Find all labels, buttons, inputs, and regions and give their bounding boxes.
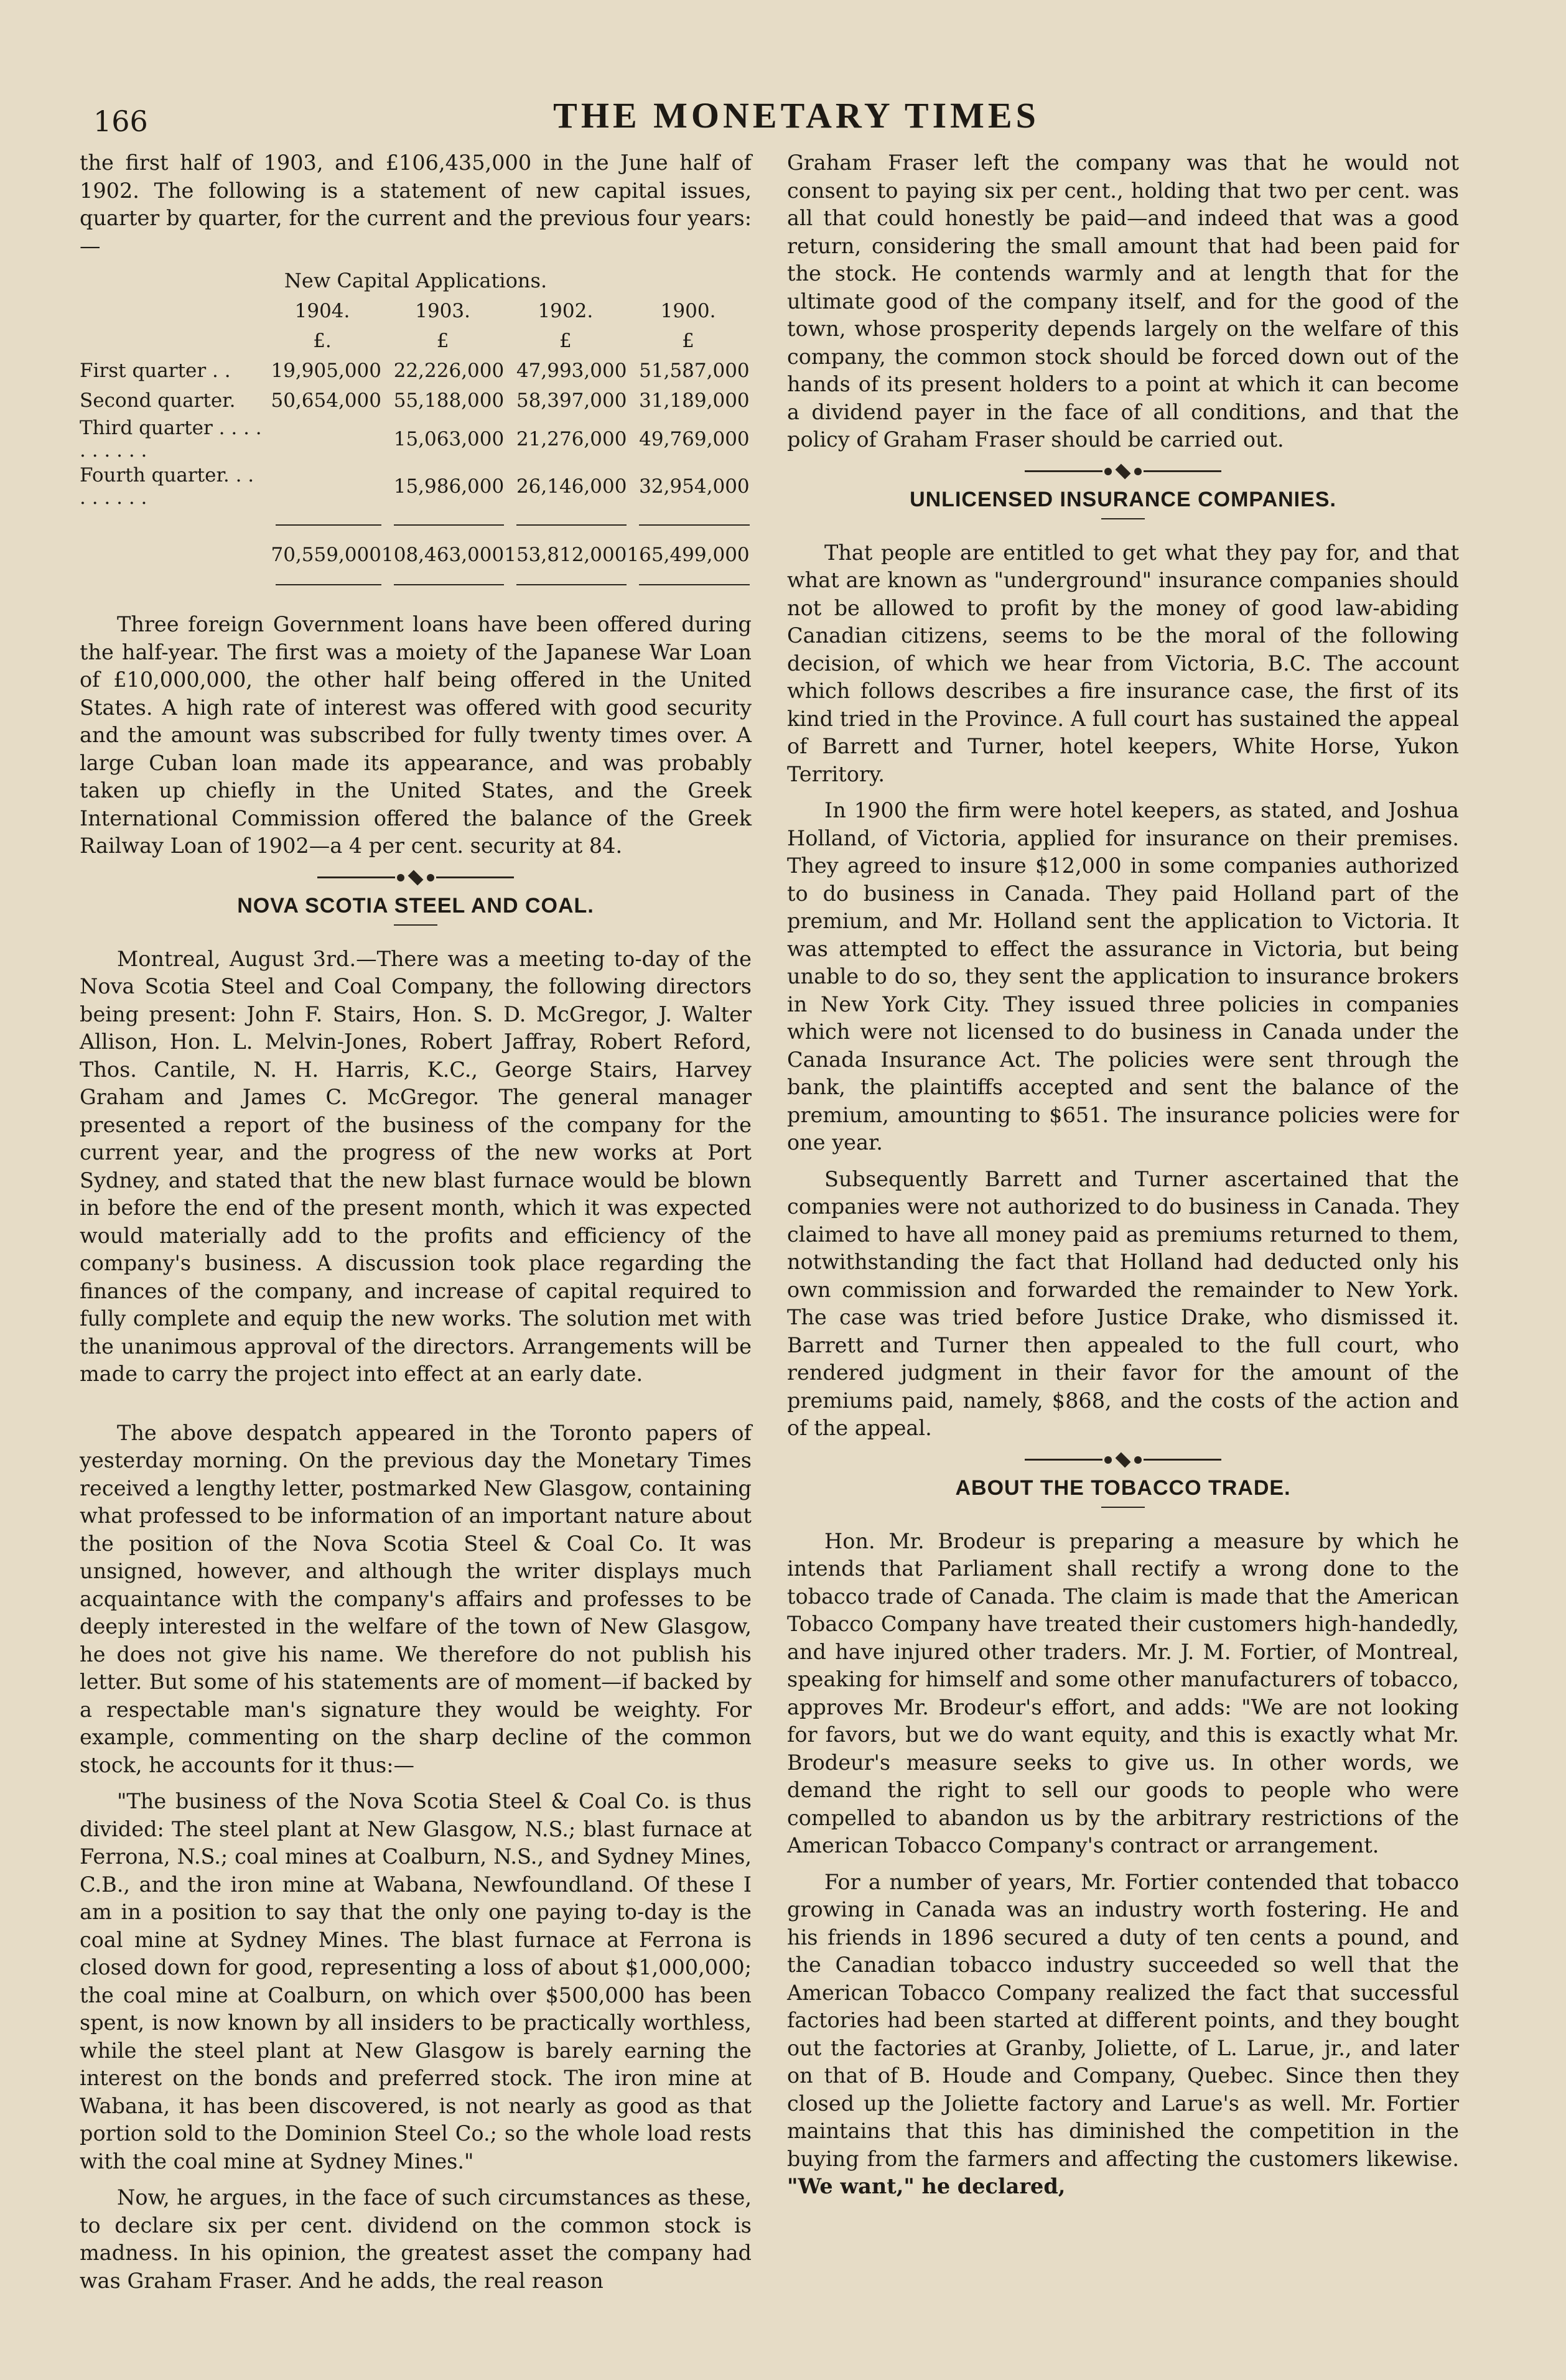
table-cell: 49,769,000 [639, 428, 750, 450]
page-number: 166 [93, 105, 148, 138]
table-row [80, 416, 750, 463]
intro-paragraph: the first half of 1903, and £106,435,000 in the June half of 1902. The following is a statement of new capital issues, quarter by quarter, for the current and the previous four years:— [80, 151, 752, 258]
short-rule [1101, 518, 1145, 519]
table-cell: 32,954,000 [639, 475, 750, 498]
insurance-heading: UNLICENSED INSURANCE COMPANIES. [910, 487, 1336, 511]
total-cell: 165,499,000 [627, 544, 750, 566]
insurance-paragraph-2: In 1900 the firm were hotel keepers, as stated, and Joshua Holland, of Victoria, applied for insurance on their premises. They agreed to insure $12,000 in some companies authorized to do business in Canada. They paid Holland part of the premium, and Mr. Holland sent the application to Victoria. It was attempted to effect the assurance in Victoria, but being unable to do so, they sent the application to insurance brokers in New York City. They issued three policies in companies which were not licensed to do business in Canada under the Canada Insurance Act. The policies were sent through the bank, the plaintiffs accepted and sent the balance of the premium, amounting to $651. The insurance policies were for one year. [787, 798, 1459, 1155]
tobacco-paragraph-2-body: For a number of years, Mr. Fortier contended that tobacco growing in Canada was an industry worth fostering. He and his friends in 1896 secured a duty of ten cents a pound, and the Canadian tobacco industry succeeded so well that the American Tobacco Company realized the fact that successful factories had been started at different points, and they bought out the factories at Granby, Joliette, of L. Larue, jr., and later on that of B. Houde and Company, Quebec. Since then they closed up the Joliette factory and Larue's as well. Mr. Fortier maintains that this has diminished the competition in the buying from the farmers and affecting the customers likewise. [787, 1869, 1459, 2171]
nova-paragraph-2: The above despatch appeared in the Toronto papers of yesterday morning. On the previous day the Monetary Times received a lengthy letter, postmarked New Glasgow, containing what professed to be information of an important nature about the position of the Nova Scotia Steel & Coal Co. It was unsigned, however, and although the writer displays much acquaintance with the company's affairs and professes to be deeply interested in the welfare of the town of New Glasgow, he does not give his name. We therefore do not publish his letter. But some of his statements are of moment—if backed by a respectable man's signature they would be weighty. For example, commenting on the sharp decline of the common stock, he accounts for it thus:— [80, 1420, 752, 1777]
table-cell: 21,276,000 [516, 428, 627, 450]
table-cell: 47,993,000 [516, 360, 627, 382]
currency-symbol: £ [682, 330, 694, 352]
tobacco-quote-start: "We want," he declared, [787, 2174, 1066, 2198]
capital-table-title: New Capital Applications. [284, 269, 548, 292]
table-cell: 31,189,000 [639, 389, 750, 412]
page-header [93, 93, 1499, 156]
table-row [80, 463, 750, 510]
table-cell: 55,188,000 [393, 389, 505, 412]
nova-scotia-heading: NOVA SCOTIA STEEL AND COAL. [237, 893, 594, 918]
table-cell: 50,654,000 [271, 389, 381, 412]
table-row [80, 356, 750, 386]
table-cell: 15,986,000 [393, 475, 505, 498]
table-rule [80, 570, 750, 600]
left-column [80, 149, 752, 2303]
row-label: Second quarter. [80, 389, 236, 412]
section-ornament [787, 1454, 1459, 1466]
row-label: Third quarter . . . . . . . . . . [80, 417, 262, 462]
table-cell: 26,146,000 [516, 475, 627, 498]
tobacco-paragraph-1: Hon. Mr. Brodeur is preparing a measure by which he intends that Parliament shall rectify a wrong done to the tobacco trade of Canada. The claim is made that the American Tobacco Company have treated their customers high-handedly, and have injured other traders. Mr. J. M. Fortier, of Montreal, speaking for himself and some other manufacturers of tobacco, approves Mr. Brodeur's effort, and adds: "We are not looking for favors, but we do want equity, and this is exactly what Mr. Brodeur's measure seeks to give us. In other words, we demand the right to sell our goods to people who were compelled to abandon us by the arbitrary restrictions of the American Tobacco Company's contract or arrangement. [787, 1528, 1459, 1857]
total-cell: 108,463,000 [381, 544, 505, 566]
currency-symbol: £ [559, 330, 572, 352]
right-column [787, 149, 1459, 2210]
tobacco-heading: ABOUT THE TOBACCO TRADE. [955, 1476, 1291, 1500]
currency-row [80, 326, 750, 356]
total-cell: 70,559,000 [271, 544, 381, 566]
continued-paragraph: Graham Fraser left the company was that he would not consent to paying six per cent., holding that two per cent. was all that could honestly be paid—and indeed that was a good return, considering the small amount that had been paid for the stock. He contends warmly and at length that for the ultimate good of the company itself, and for the good of the town, whose prosperity depends largely on the welfare of this company, the common stock should be forced down out of the hands of its present holders to a point at which it can become a dividend payer in the face of all conditions, and that the policy of Graham Fraser should be carried out. [787, 151, 1459, 452]
table-cell [263, 463, 381, 510]
masthead: THE MONETARY TIMES [553, 95, 1040, 136]
table-rule [80, 510, 750, 540]
year-header: 1903. [415, 300, 470, 322]
short-rule [1101, 1507, 1145, 1508]
table-cell: 22,226,000 [393, 360, 505, 382]
section-ornament [787, 465, 1459, 478]
currency-symbol: £. [313, 330, 332, 352]
table-cell: 51,587,000 [639, 360, 750, 382]
year-header: 1900. [660, 300, 716, 322]
table-cell [263, 416, 381, 463]
insurance-paragraph-1: That people are entitled to get what they pay for, and that what are known as "underground" insurance companies should not be allowed to profit by the money of good law-abiding Canadian citizens, seems to be the moral of the following decision, of which we hear from Victoria, B.C. The account which follows describes a fire insurance case, the first of its kind tried in the Province. A full court has sustained the appeal of Barrett and Turner, hotel keepers, White Horse, Yukon Territory. [787, 540, 1459, 786]
year-header: 1904. [294, 300, 350, 322]
table-cell: 15,063,000 [393, 428, 505, 450]
capital-applications-table [80, 296, 750, 600]
total-cell: 153,812,000 [504, 544, 627, 566]
tobacco-paragraph-2 [787, 1869, 1459, 2201]
nova-paragraph-3: "The business of the Nova Scotia Steel & Coal Co. is thus divided: The steel plant at New Glasgow, N.S.; blast furnace at Ferrona, N.S.; coal mines at Coalburn, N.S., and Sydney Mines, C.B., and the iron mine at Wabana, Newfoundland. Of these I am in a position to say that the only one paying to-day is the coal mine at Sydney Mines. The blast furnace at Ferrona is closed down for good, representing a loss of about $1,000,000; the coal mine at Coalburn, on which over $500,000 has been spent, is now known by all insiders to be practically worthless, while the steel plant at New Glasgow is barely earning the interest on the bonds and preferred stock. The iron mine at Wabana, it has been discovered, is not nearly as good as that portion sold to the Dominion Steel Co.; so the whole load rests with the coal mine at Sydney Mines." [80, 1789, 752, 2173]
nova-paragraph-1: Montreal, August 3rd.—There was a meeting to-day of the Nova Scotia Steel and Coal Company, the following directors being present: John F. Stairs, Hon. S. D. McGregor, J. Walter Allison, Hon. L. Melvin-Jones, Robert Jaffray, Robert Reford, Thos. Cantile, N. H. Harris, K.C., George Stairs, Harvey Graham and James C. McGregor. The general manager presented a report of the business of the company for the current year, and the progress of the new works at Port Sydney, and stated that the new blast furnace would be blown in before the end of the present month, which it was expected would materially add to the profits and efficiency of the company's business. A discussion took place regarding the finances of the company, and increase of capital required to fully complete and equip the new works. The solution met with the unanimous approval of the directors. Arrangements will be made to carry the project into effect at an early date. [80, 946, 752, 1386]
loans-paragraph: Three foreign Government loans have been offered during the half-year. The first was a moiety of the Japanese War Loan of £10,000,000, the other half being offered in the United States. A high rate of interest was offered with good security and the amount was subscribed for fully twenty times over. A large Cuban loan made its appearance, and was probably taken up chiefly in the United States, and the Greek International Commission offered the balance of the Greek Railway Loan of 1902—a 4 per cent. security at 84. [80, 612, 752, 858]
nova-paragraph-4: Now, he argues, in the face of such circumstances as these, to declare six per cent. dividend on the common stock is madness. In his opinion, the greatest asset the company had was Graham Fraser. And he adds, the real reason [80, 2185, 752, 2293]
year-header: 1902. [538, 300, 594, 322]
table-row [80, 386, 750, 416]
row-label: First quarter . . [80, 360, 231, 382]
table-cell: 58,397,000 [516, 389, 627, 412]
totals-row [80, 540, 750, 570]
currency-symbol: £ [436, 330, 449, 352]
table-cell: 19,905,000 [271, 360, 381, 382]
section-ornament [80, 872, 752, 884]
short-rule [394, 924, 437, 926]
table-header-row [80, 296, 750, 326]
insurance-paragraph-3: Subsequently Barrett and Turner ascertained that the companies were not authorized to do business in Canada. They claimed to have all money paid as premiums returned to them, notwithstanding the fact that Holland had deducted only his own commission and forwarded the remainder to New York. The case was tried before Justice Drake, who dismissed it. Barrett and Turner then appealed to the full court, who rendered judgment in their favor for the amount of the premiums paid, namely, $868, and the costs of the action and of the appeal. [787, 1166, 1459, 1440]
row-label: Fourth quarter. . . . . . . . . [80, 464, 254, 509]
